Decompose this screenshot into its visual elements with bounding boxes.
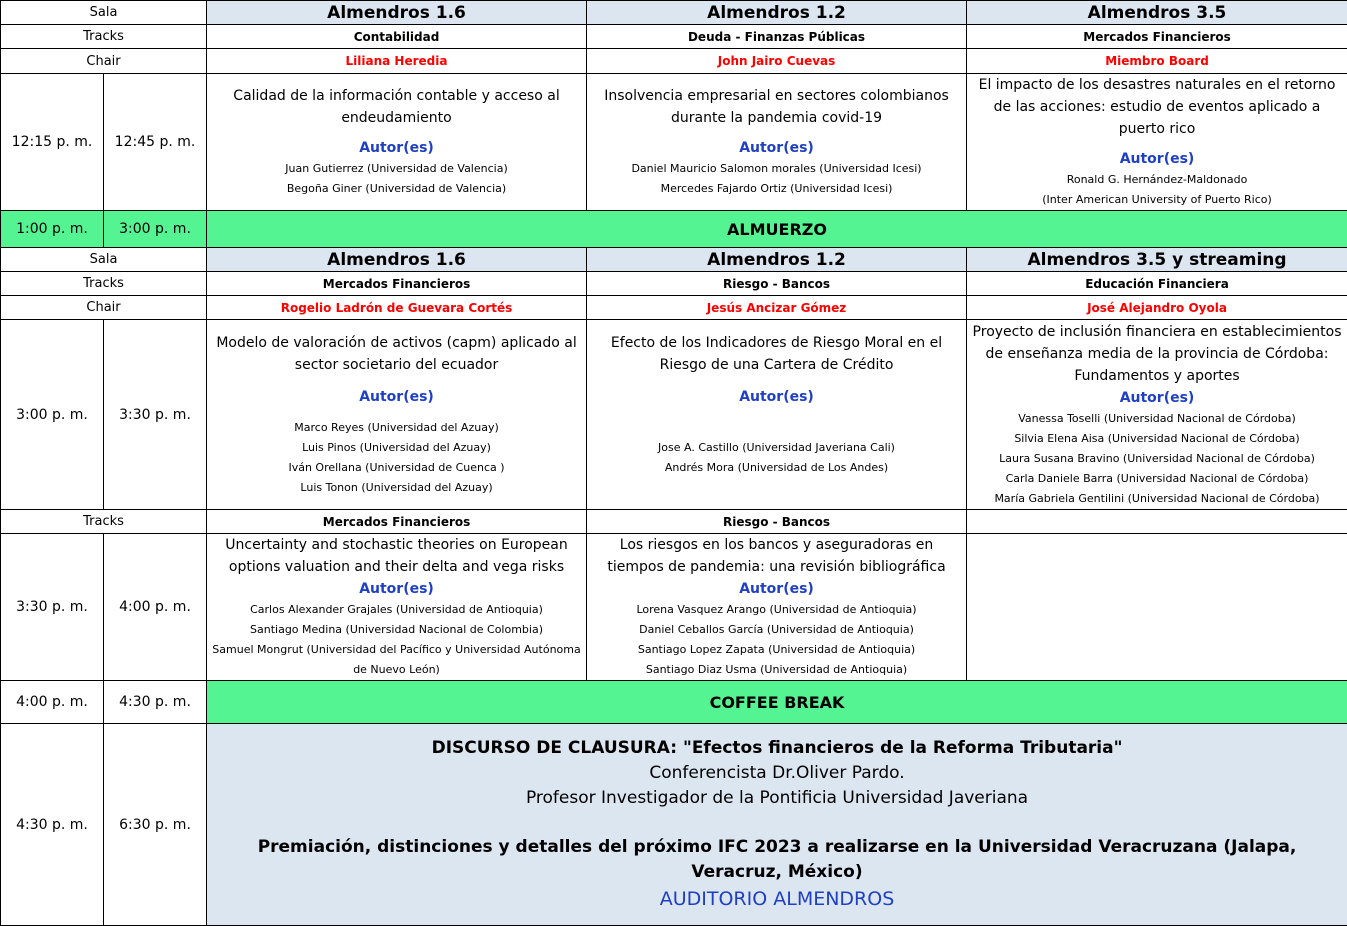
tracks-label: Tracks — [1, 25, 207, 49]
chair-name: José Alejandro Oyola — [967, 296, 1347, 320]
chair-name: Liliana Heredia — [207, 49, 587, 74]
sala-row — [1, 248, 1347, 272]
authors-heading: Autor(es) — [207, 137, 586, 159]
track-name: Educación Financiera — [967, 272, 1347, 296]
author-name: Juan Gutierrez (Universidad de Valencia) — [207, 159, 586, 179]
author-name: María Gabriela Gentilini (Universidad Nacional de Córdoba) — [967, 489, 1347, 509]
author-name: Lorena Vasquez Arango (Universidad de Antioquia) — [587, 600, 966, 620]
author-name: Daniel Ceballos García (Universidad de Antioquia) — [587, 620, 966, 640]
track-name: Mercados Financieros — [967, 25, 1347, 49]
chair-name: Rogelio Ladrón de Guevara Cortés — [207, 296, 587, 320]
author-name: Andrés Mora (Universidad de Los Andes) — [587, 458, 966, 478]
end-time: 6:30 p. m. — [104, 724, 207, 926]
paper-title: Uncertainty and stochastic theories on European options valuation and their delta and vega risks — [211, 534, 582, 578]
author-name: Marco Reyes (Universidad del Azuay) — [207, 418, 586, 438]
authors-heading: Autor(es) — [207, 386, 586, 408]
paper-title: Insolvencia empresarial en sectores colombianos durante la pandemia covid-19 — [591, 85, 962, 129]
author-name: Daniel Mauricio Salomon morales (Universidad Icesi) — [587, 159, 966, 179]
sala-name: Almendros 3.5 — [967, 1, 1347, 25]
end-time: 3:00 p. m. — [104, 211, 207, 248]
paper-title: El impacto de los desastres naturales en el retorno de las acciones: estudio de eventos aplicado a puerto rico — [971, 74, 1343, 140]
sala-row — [1, 1, 1347, 25]
track-name: Riesgo - Bancos — [587, 510, 967, 534]
start-time: 4:00 p. m. — [1, 681, 104, 724]
end-time: 4:30 p. m. — [104, 681, 207, 724]
paper-title: Modelo de valoración de activos (capm) aplicado al sector societario del ecuador — [211, 332, 582, 376]
chair-label: Chair — [1, 49, 207, 74]
sala-label: Sala — [1, 248, 207, 272]
authors-heading: Autor(es) — [207, 578, 586, 600]
closing-awards: Premiación, distinciones y detalles del próximo IFC 2023 a realizarse en la Universidad Veracruzana (Jalapa, Veracruz, México) — [237, 835, 1317, 885]
paper-cell — [207, 320, 587, 510]
sala-name: Almendros 1.6 — [207, 1, 587, 25]
tracks-label: Tracks — [1, 272, 207, 296]
author-name: Samuel Mongrut (Universidad del Pacífico y Universidad Autónoma de Nuevo León) — [211, 640, 582, 680]
paper-cell — [587, 74, 967, 211]
closing-cell — [207, 724, 1347, 926]
tracks-row — [1, 272, 1347, 296]
author-name: Luis Tonon (Universidad del Azuay) — [207, 478, 586, 498]
start-time: 1:00 p. m. — [1, 211, 104, 248]
paper-cell — [207, 74, 587, 211]
paper-title: Efecto de los Indicadores de Riesgo Moral en el Riesgo de una Cartera de Crédito — [591, 332, 962, 376]
track-name: Mercados Financieros — [207, 272, 587, 296]
chair-name: Jesús Ancizar Gómez — [587, 296, 967, 320]
tracks-label: Tracks — [1, 510, 207, 534]
author-name: Mercedes Fajardo Ortiz (Universidad Icesi) — [587, 179, 966, 199]
lunch-row — [1, 211, 1347, 248]
author-name: Santiago Lopez Zapata (Universidad de Antioquia) — [587, 640, 966, 660]
paper-cell — [207, 534, 587, 681]
paper-cell — [967, 320, 1347, 510]
chair-row — [1, 296, 1347, 320]
author-name: Begoña Giner (Universidad de Valencia) — [207, 179, 586, 199]
paper-title: Calidad de la información contable y acceso al endeudamiento — [211, 85, 582, 129]
end-time: 3:30 p. m. — [104, 320, 207, 510]
paper-cell — [587, 534, 967, 681]
closing-speaker: Conferencista Dr.Oliver Pardo. — [207, 761, 1347, 786]
author-name: Carlos Alexander Grajales (Universidad de Antioquia) — [207, 600, 586, 620]
empty-cell — [967, 534, 1347, 681]
tracks-row — [1, 510, 1347, 534]
session-row — [1, 534, 1347, 681]
closing-heading: DISCURSO DE CLAUSURA: "Efectos financieros de la Reforma Tributaria" — [207, 736, 1347, 761]
paper-title: Proyecto de inclusión financiera en establecimientos de enseñanza media de la provincia de Córdoba: Fundamentos y aportes — [971, 321, 1343, 387]
track-name: Contabilidad — [207, 25, 587, 49]
end-time: 12:45 p. m. — [104, 74, 207, 211]
closing-affiliation: Profesor Investigador de la Pontificia Universidad Javeriana — [207, 786, 1347, 811]
author-name: Iván Orellana (Universidad de Cuenca ) — [207, 458, 586, 478]
author-name: Luis Pinos (Universidad del Azuay) — [207, 438, 586, 458]
authors-heading: Autor(es) — [587, 137, 966, 159]
start-time: 3:00 p. m. — [1, 320, 104, 510]
coffee-label: COFFEE BREAK — [207, 681, 1347, 724]
author-name: Jose A. Castillo (Universidad Javeriana Cali) — [587, 438, 966, 458]
chair-label: Chair — [1, 296, 207, 320]
coffee-row — [1, 681, 1347, 724]
session-row — [1, 320, 1347, 510]
end-time: 4:00 p. m. — [104, 534, 207, 681]
paper-cell — [967, 74, 1347, 211]
chair-name: Miembro Board — [967, 49, 1347, 74]
authors-heading: Autor(es) — [967, 148, 1347, 170]
start-time: 3:30 p. m. — [1, 534, 104, 681]
authors-heading: Autor(es) — [967, 387, 1347, 409]
paper-title: Los riesgos en los bancos y aseguradoras en tiempos de pandemia: una revisión bibliográfica — [591, 534, 962, 578]
sala-name: Almendros 1.2 — [587, 1, 967, 25]
sala-name: Almendros 1.2 — [587, 248, 967, 272]
author-name: Ronald G. Hernández-Maldonado — [967, 170, 1347, 190]
authors-heading: Autor(es) — [587, 386, 966, 408]
sala-name: Almendros 3.5 y streaming — [967, 248, 1347, 272]
author-name: Laura Susana Bravino (Universidad Nacional de Córdoba) — [967, 449, 1347, 469]
sala-label: Sala — [1, 1, 207, 25]
lunch-label: ALMUERZO — [207, 211, 1347, 248]
author-name: Carla Daniele Barra (Universidad Nacional de Córdoba) — [967, 469, 1347, 489]
paper-cell — [587, 320, 967, 510]
author-name: Vanessa Toselli (Universidad Nacional de Córdoba) — [967, 409, 1347, 429]
author-name: (Inter American University of Puerto Rico) — [967, 190, 1347, 210]
chair-name: John Jairo Cuevas — [587, 49, 967, 74]
track-name: Deuda - Finanzas Públicas — [587, 25, 967, 49]
start-time: 12:15 p. m. — [1, 74, 104, 211]
track-name — [967, 510, 1347, 534]
track-name: Mercados Financieros — [207, 510, 587, 534]
tracks-row — [1, 25, 1347, 49]
closing-row — [1, 724, 1347, 926]
start-time: 4:30 p. m. — [1, 724, 104, 926]
chair-row — [1, 49, 1347, 74]
sala-name: Almendros 1.6 — [207, 248, 587, 272]
session-row — [1, 74, 1347, 211]
authors-heading: Autor(es) — [587, 578, 966, 600]
closing-venue: AUDITORIO ALMENDROS — [207, 885, 1347, 913]
author-name: Santiago Diaz Usma (Universidad de Antioquia) — [587, 660, 966, 680]
author-name: Santiago Medina (Universidad Nacional de Colombia) — [207, 620, 586, 640]
track-name: Riesgo - Bancos — [587, 272, 967, 296]
author-name: Silvia Elena Aisa (Universidad Nacional de Córdoba) — [967, 429, 1347, 449]
